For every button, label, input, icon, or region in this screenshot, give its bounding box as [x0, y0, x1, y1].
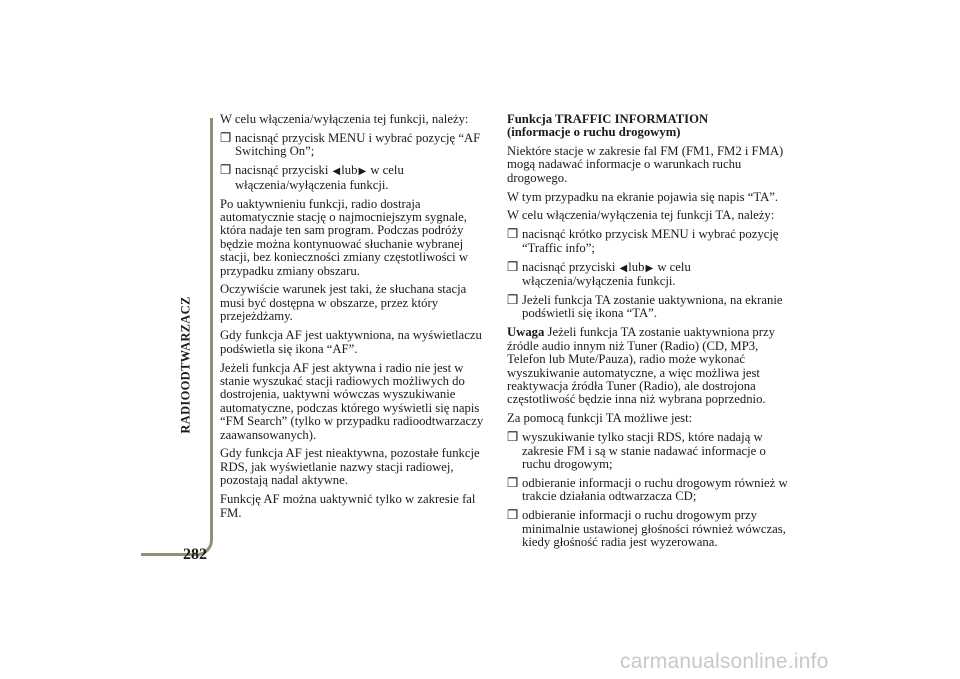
checkbox-bullet-icon: ❒: [507, 259, 519, 274]
list-item: ❒ Jeżeli funkcja TA zostanie uaktywniona, na ekranie podświetli się ikona “TA”.: [507, 292, 783, 321]
list-item: ❒ nacisnąć przyciski ◀lub▶ w celu włączenia/wyłączenia funkcji.: [507, 259, 691, 289]
right-column: [507, 113, 789, 555]
paragraph: W tym przypadku na ekranie pojawia się napis “TA”.: [507, 189, 779, 204]
paragraph: Za pomocą funkcji TA możliwe jest:: [507, 411, 693, 426]
paragraph: W celu włączenia/wyłączenia tej funkcji, należy:: [220, 112, 469, 126]
margin-bar: [141, 118, 213, 556]
checkbox-bullet-icon: ❒: [507, 508, 519, 523]
arrow-right-icon: ▶: [358, 166, 367, 178]
paragraph: Jeżeli funkcja AF jest aktywna i radio nie jest w stanie wyszukać stacji radiowych możliwych do dostrojenia, uaktywni wówczas wyszukiwanie automatyczne, podczas którego wyświetli się napis “FM Search” (tylko w przypadku radioodtwarzaczy zaawansowanych).: [220, 360, 484, 442]
arrow-left-icon: ◀: [332, 166, 341, 178]
list-item: ❒ nacisnąć przyciski ◀lub▶ w celu włączenia/wyłączenia funkcji.: [220, 163, 404, 192]
section-heading: Funkcja TRAFFIC INFORMATION (informacje o ruchu drogowym): [507, 112, 709, 140]
paragraph: Gdy funkcja AF jest nieaktywna, pozostałe funkcje RDS, jak wyświetlanie nazwy stacji radiowej, pozostają nadal aktywne.: [220, 446, 480, 488]
note-label: Uwaga: [507, 325, 545, 340]
checkbox-bullet-icon: ❒: [220, 130, 232, 145]
checkbox-bullet-icon: ❒: [507, 475, 519, 490]
paragraph: Gdy funkcja AF jest uaktywniona, na wyświetlaczu podświetla się ikona “AF”.: [220, 328, 482, 356]
paragraph: Po uaktywnieniu funkcji, radio dostraja automatycznie stację o najmocniejszym sygnale, która nadaje ten sam program. Podczas podróży będzie można kontynuować słuchanie wybranej stacji, bez konieczności zmiany częstotliwości w przypadku zmiany obszaru.: [220, 196, 469, 278]
arrow-left-icon: ◀: [619, 262, 628, 274]
checkbox-bullet-icon: ❒: [220, 163, 232, 178]
page-number: 282: [183, 546, 207, 563]
checkbox-bullet-icon: ❒: [507, 292, 519, 307]
watermark-logo: carmanualsonline.info: [620, 650, 829, 673]
paragraph: W celu włączenia/wyłączenia tej funkcji TA, należy:: [507, 208, 775, 223]
list-item: ❒ odbieranie informacji o ruchu drogowym również w trakcie działania odtwarzacza CD;: [507, 475, 788, 504]
list-item: ❒ nacisnąć krótko przycisk MENU i wybrać pozycję “Traffic info”;: [507, 227, 779, 255]
left-column: [220, 113, 492, 525]
section-side-label: RADIOODTWARZACZ: [178, 296, 193, 434]
list-item: ❒ nacisnąć przycisk MENU i wybrać pozycję “AF Switching On”;: [220, 130, 481, 159]
paragraph: Funkcję AF można uaktywnić tylko w zakresie fal FM.: [220, 492, 476, 520]
list-item: ❒ odbieranie informacji o ruchu drogowym przy minimalnie ustawionej głośności również wówczas, kiedy głośność radia jest wyzerowana.: [507, 508, 786, 549]
checkbox-bullet-icon: ❒: [507, 227, 519, 242]
note-paragraph: Uwaga Jeżeli funkcja TA zostanie uaktywniona przy źródle audio innym niż Tuner (Radio) (CD, MP3, Telefon lub Mute/Pauza), radio może wykonać wyszukiwanie automatyczne, a więc możliwa jest reaktywacja źródła Tuner (Radio), ale dostrojona częstotliwość będzie inna niż wybrana poprzednio.: [507, 325, 775, 407]
list-item: ❒ wyszukiwanie tylko stacji RDS, które nadają w zakresie FM i są w stanie nadawać informacje o ruchu drogowym;: [507, 430, 766, 471]
checkbox-bullet-icon: ❒: [507, 430, 519, 445]
paragraph: Niektóre stacje w zakresie fal FM (FM1, FM2 i FMA) mogą nadawać informacje o warunkach ruchu drogowego.: [507, 143, 784, 185]
arrow-right-icon: ▶: [645, 262, 654, 274]
paragraph: Oczywiście warunek jest taki, że słuchana stacja musi być dostępna w obszarze, przez który przejeżdżamy.: [220, 282, 467, 324]
